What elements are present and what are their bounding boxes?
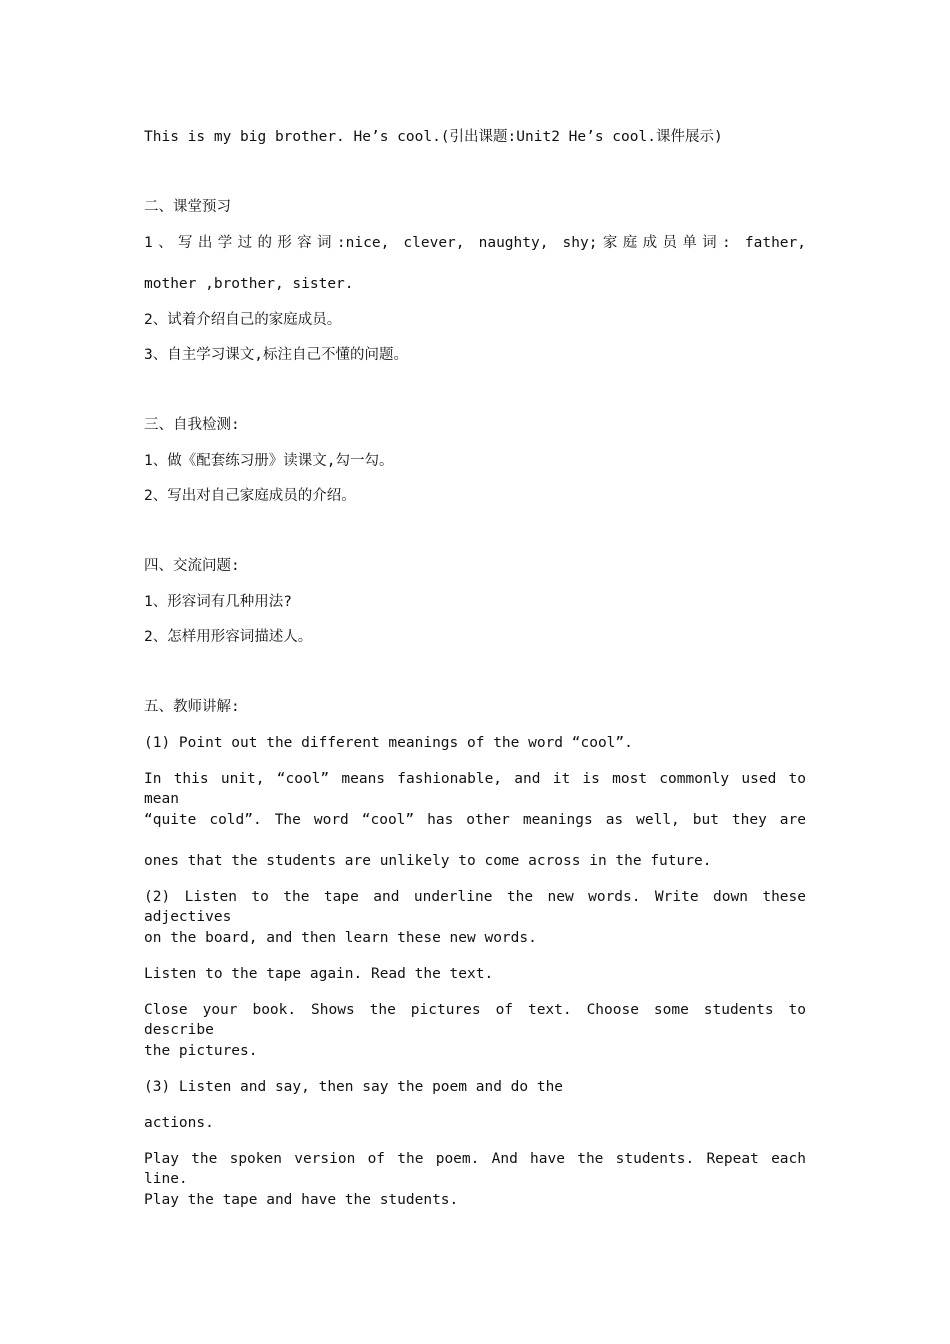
teacher-point-1-body-b: “quite cold”. The word “cool” has other meanings as well, but they are xyxy=(144,812,806,828)
preview-item-1-cont: mother ,brother, sister. xyxy=(144,276,354,292)
section-heading-preview: 二、课堂预习 xyxy=(144,199,231,215)
section-heading-teacher: 五、教师讲解: xyxy=(144,699,240,715)
preview-item-3: 3、自主学习课文,标注自己不懂的问题。 xyxy=(144,347,408,363)
intro-line: This is my big brother. He’s cool.(引出课题:Unit2 He’s cool.课件展示) xyxy=(144,129,723,145)
self-check-item-1: 1、做《配套练习册》读课文,勾一勾。 xyxy=(144,453,394,469)
discussion-item-2: 2、怎样用形容词描述人。 xyxy=(144,629,313,645)
teacher-point-1: (1) Point out the different meanings of the word “cool”. xyxy=(144,735,633,751)
self-check-item-2: 2、写出对自己家庭成员的介绍。 xyxy=(144,488,356,504)
teacher-point-3-tape: Play the tape and have the students. xyxy=(144,1192,459,1208)
teacher-point-2-close-book: Close your book. Shows the pictures of text. Choose some students to describe xyxy=(144,1002,806,1038)
preview-item-1: 1、写出学过的形容词:nice, clever, naughty, shy;家庭成员单词: father, xyxy=(144,235,806,251)
teacher-point-2-cont: on the board, and then learn these new words. xyxy=(144,930,537,946)
teacher-point-2-close-book-cont: the pictures. xyxy=(144,1043,258,1059)
section-heading-self-check: 三、自我检测: xyxy=(144,417,240,433)
preview-item-2: 2、试着介绍自己的家庭成员。 xyxy=(144,312,342,328)
teacher-point-3-play: Play the spoken version of the poem. And have the students. Repeat each line. xyxy=(144,1151,806,1187)
discussion-item-1: 1、形容词有几种用法? xyxy=(144,594,292,610)
teacher-point-1-body-a: In this unit, “cool” means fashionable, and it is most commonly used to mean xyxy=(144,771,806,807)
section-heading-discussion: 四、交流问题: xyxy=(144,558,240,574)
teacher-point-3: (3) Listen and say, then say the poem and do the xyxy=(144,1079,564,1095)
teacher-point-3-cont: actions. xyxy=(144,1115,214,1131)
teacher-point-1-body-c: ones that the students are unlikely to come across in the future. xyxy=(144,853,712,869)
teacher-point-2-listen: Listen to the tape again. Read the text. xyxy=(144,966,494,982)
teacher-point-2: (2) Listen to the tape and underline the new words. Write down these adjectives xyxy=(144,889,806,925)
